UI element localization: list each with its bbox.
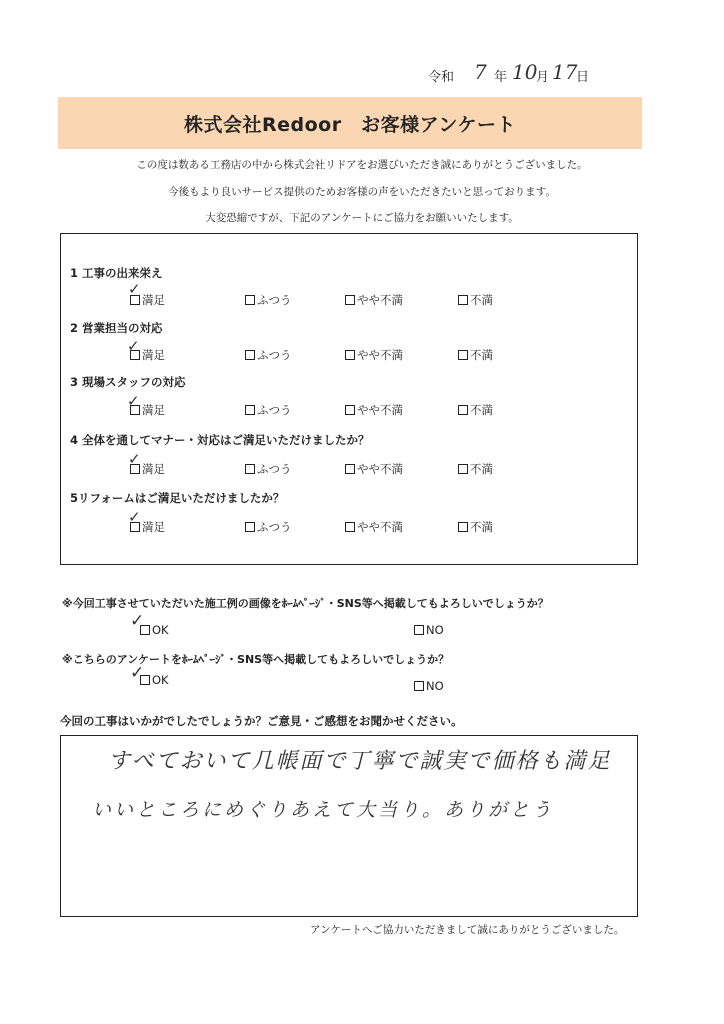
consent-1-no-option[interactable]: NO: [414, 623, 444, 637]
checkbox[interactable]: [458, 405, 468, 415]
check-mark-icon: ✓: [127, 392, 140, 410]
q2-option-dissatisfied[interactable]: 不満: [458, 347, 493, 363]
date-month-unit: 月: [536, 70, 550, 85]
checkbox[interactable]: [414, 681, 424, 691]
q5-option-somewhat-dissatisfied[interactable]: やや不満: [345, 519, 403, 535]
intro-line-2: 今後もより良いサービス提供のためお客様の声をいただきたいと思っております。: [168, 186, 556, 198]
checkbox[interactable]: [245, 522, 255, 532]
consent-1-ok-option[interactable]: OK: [140, 623, 169, 637]
q3-option-dissatisfied[interactable]: 不満: [458, 402, 493, 418]
date-row: [0, 60, 724, 96]
date-year-unit: 年: [494, 70, 508, 85]
intro-line-1: この度は数ある工務店の中から株式会社リドアをお選びいただき誠にありがとうございました。: [136, 159, 588, 171]
checkbox[interactable]: [245, 464, 255, 474]
checkbox[interactable]: [458, 295, 468, 305]
date-month-value: 10: [512, 60, 538, 84]
q3-option-normal[interactable]: ふつう: [245, 402, 292, 418]
question-1-label: 1 工事の出来栄え: [70, 266, 163, 280]
q5-option-dissatisfied[interactable]: 不満: [458, 519, 493, 535]
consent-1-question: ※今回工事させていただいた施工例の画像をﾎｰﾑﾍﾟｰｼﾞ・SNS等へ掲載してもよろしいでしょうか？: [62, 597, 549, 610]
comment-prompt: 今回の工事はいかがでしたでしょうか？ご意見・ご感想をお聞かせください。: [60, 714, 463, 728]
q1-option-normal[interactable]: ふつう: [245, 292, 292, 308]
q4-option-somewhat-dissatisfied[interactable]: やや不満: [345, 461, 403, 477]
questions-box: [60, 233, 638, 565]
consent-2-ok-option[interactable]: OK: [140, 673, 169, 687]
question-3-label: 3 現場スタッフの対応: [70, 375, 186, 389]
checkbox[interactable]: [458, 350, 468, 360]
page-title: 株式会社Redoor お客様アンケート: [184, 114, 516, 136]
intro-line-3: 大変恐縮ですが、下記のアンケートにご協力をお願いいたします。: [205, 212, 519, 224]
date-day-unit: 日: [576, 70, 590, 85]
checkbox[interactable]: [414, 625, 424, 635]
check-mark-icon: ✓: [130, 611, 145, 631]
date-day-value: 17: [552, 60, 578, 84]
question-5-label: 5リフォームはご満足いただけましたか？: [70, 491, 285, 505]
q2-option-satisfied[interactable]: 満足: [130, 347, 165, 363]
q4-option-normal[interactable]: ふつう: [245, 461, 292, 477]
checkbox[interactable]: [345, 350, 355, 360]
checkbox[interactable]: [345, 405, 355, 415]
consent-2-no-option[interactable]: NO: [414, 679, 444, 693]
comment-line-2: いいところにめぐりあえて大当り。ありがとう: [92, 799, 555, 821]
comment-line-1: すべておいて几帳面で丁寧で誠実で価格も満足: [108, 749, 612, 774]
q2-option-normal[interactable]: ふつう: [245, 347, 292, 363]
check-mark-icon: ✓: [128, 508, 141, 526]
check-mark-icon: ✓: [128, 280, 141, 298]
q4-option-dissatisfied[interactable]: 不満: [458, 461, 493, 477]
checkbox[interactable]: [458, 464, 468, 474]
q1-option-dissatisfied[interactable]: 不満: [458, 292, 493, 308]
q2-option-somewhat-dissatisfied[interactable]: やや不満: [345, 347, 403, 363]
q3-option-somewhat-dissatisfied[interactable]: やや不満: [345, 402, 403, 418]
checkbox[interactable]: [345, 295, 355, 305]
checkbox[interactable]: [245, 350, 255, 360]
consent-2-question: ※こちらのアンケートをﾎｰﾑﾍﾟｰｼﾞ・SNS等へ掲載してもよろしいでしょうか？: [62, 653, 450, 666]
checkbox[interactable]: [245, 405, 255, 415]
checkbox[interactable]: [345, 522, 355, 532]
date-era: 令和: [428, 70, 455, 85]
date-year-value: 7: [474, 60, 487, 84]
checkbox[interactable]: [245, 295, 255, 305]
q1-option-satisfied[interactable]: 満足: [130, 292, 165, 308]
check-mark-icon: ✓: [127, 337, 140, 355]
q5-option-satisfied[interactable]: 満足: [130, 519, 165, 535]
q3-option-satisfied[interactable]: 満足: [130, 402, 165, 418]
q5-option-normal[interactable]: ふつう: [245, 519, 292, 535]
question-4-label: 4 全体を通してマナー・対応はご満足いただけましたか？: [70, 433, 370, 447]
q1-option-somewhat-dissatisfied[interactable]: やや不満: [345, 292, 403, 308]
footer-thanks: アンケートへご協力いただきまして誠にありがとうございました。: [310, 924, 625, 936]
question-2-label: 2 営業担当の対応: [70, 321, 163, 335]
checkbox[interactable]: [345, 464, 355, 474]
check-mark-icon: ✓: [128, 450, 141, 468]
check-mark-icon: ✓: [130, 663, 145, 683]
checkbox[interactable]: [458, 522, 468, 532]
q4-option-satisfied[interactable]: 満足: [130, 461, 165, 477]
